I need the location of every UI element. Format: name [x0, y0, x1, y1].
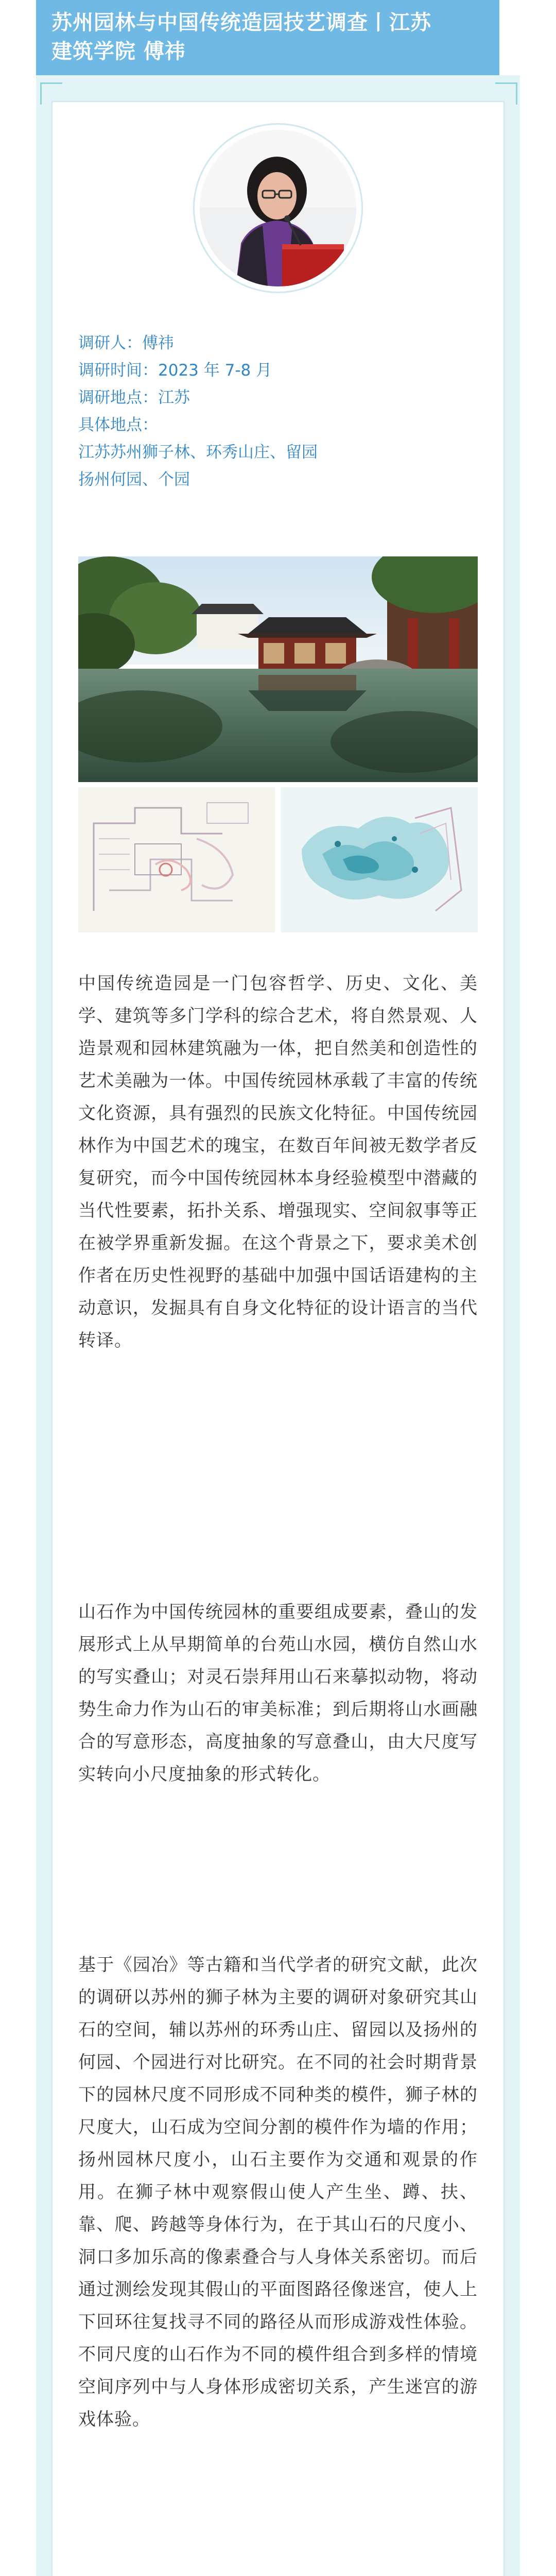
specific-place-line-1: 江苏苏州狮子林、环秀山庄、留园	[78, 443, 318, 462]
specific-place-line-2: 扬州何园、个园	[78, 470, 190, 489]
research-info	[78, 330, 470, 494]
garden-pond-image	[78, 556, 478, 782]
rock-model-image	[281, 787, 478, 933]
specific-place-label: 具体地点：	[78, 416, 158, 434]
researcher-name: 调研人：傅祎	[78, 334, 174, 352]
garden-photo	[78, 556, 478, 782]
title-banner	[36, 0, 499, 75]
paragraph-method: 基于《园冶》等古籍和当代学者的研究文献，此次的调研以苏州的狮子林为主要的调研对象研究其山石的空间，辅以苏州的环秀山庄、留园以及扬州的何园、个园进行对比研究。在不同的社会时期背景下的园林尺度不同形成不同种类的模件，狮子林的尺度大，山石成为空间分割的模件作为墙的作用；扬州园林尺度小，山石主要作为交通和观景的作用。在狮子林中观察假山使人产生坐、蹲、扶、靠、爬、跨越等身体行为，在于其山石的尺度小、洞口多加乐高的像素叠合与人身体关系密切。而后通过测绘发现其假山的平面图路径像迷宫，使人上下回环往复找寻不同的路径从而形成游戏性体验。不同尺度的山石作为不同的模件组合到多样的情境空间序列中与人身体形成密切关系，产生迷宫的游戏体验。	[78, 1955, 478, 2430]
title-line-1: 苏州园林与中国传统造园技艺调查丨江苏	[51, 11, 431, 35]
title-line-2: 建筑学院 傅祎	[51, 40, 186, 63]
researcher-portrait-image	[200, 130, 356, 286]
paragraph-intro: 中国传统造园是一门包容哲学、历史、文化、美学、建筑等多门学科的综合艺术，将自然景观、人造景观和园林建筑融为一体，把自然美和创造性的艺术美融为一体。中国传统园林承载了丰富的传统文化资源，具有强烈的民族文化特征。中国传统园林作为中国艺术的瑰宝，在数百年间被无数学者反复研究，而今中国传统园林本身经验模型中潜藏的当代性要素，拓扑关系、增强现实、空间叙事等正在被学界重新发掘。在这个背景之下，要求美术创作者在历史性视野的基础中加强中国话语建构的主动意识，发掘具有自身文化特征的设计语言的当代转译。	[78, 973, 478, 1351]
research-place: 调研地点：江苏	[78, 388, 190, 407]
plan-drawing	[78, 787, 275, 933]
garden-plan-image	[78, 787, 275, 933]
rock-model-drawing	[281, 787, 478, 933]
paragraph-rocks: 山石作为中国传统园林的重要组成要素，叠山的发展形式上从早期简单的台苑山水园，横仿自然山水的写实叠山；对灵石崇拜用山石来摹拟动物，将动势生命力作为山石的审美标准；到后期将山水画融合的写意形态，高度抽象的写意叠山，由大尺度写实转向小尺度抽象的形式转化。	[78, 1602, 478, 1785]
research-time: 调研时间：2023 年 7-8 月	[78, 361, 272, 380]
avatar	[200, 130, 356, 286]
